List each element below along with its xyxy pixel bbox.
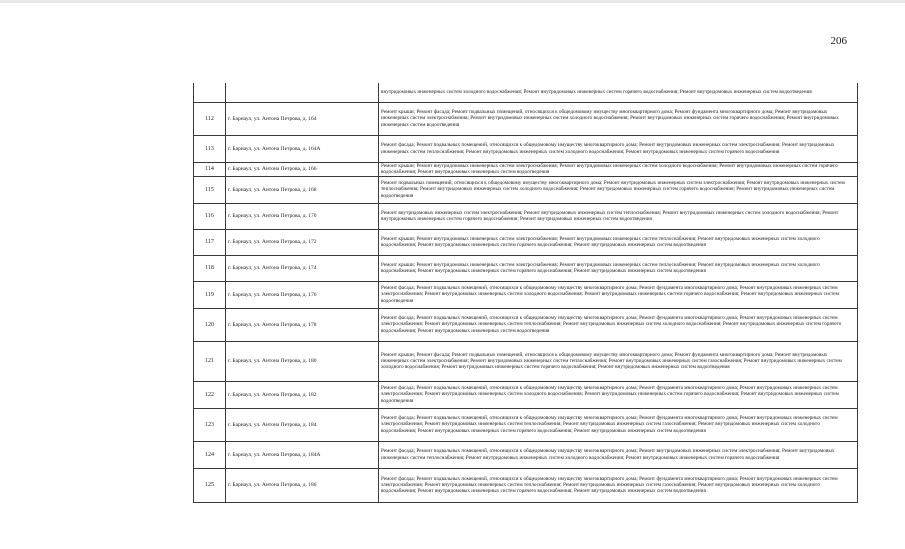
address-cell: г. Барнаул, ул. Антона Петрова, д. 170 xyxy=(226,203,379,229)
table-row xyxy=(194,408,858,441)
table-row xyxy=(194,381,858,408)
address-cell: г. Барнаул, ул. Антона Петрова, д. 164 xyxy=(226,102,379,135)
works-cell: Ремонт фасада; Ремонт подвальных помещений, относящихся к общедомовому имуществу многоквартирного дома; Ремонт фундамента многоквартирного дома; Ремонт внутридомовых инженерных систем электроснабжения; Ремонт внутридомовых инженерных систем теплоснабжения; Ремонт внутридомовых инженерных систем газоснабжения; Ремонт внутридомовых инженерных систем холодного водоснабжения; Ремонт внутридомовых инженерных систем горячего водоснабжения; Ремонт внутридомовых инженерных систем водоотведения xyxy=(379,408,858,441)
address-cell: г. Барнаул, ул. Антона Петрова, д. 174 xyxy=(226,255,379,281)
row-number-cell: 116 xyxy=(194,203,226,229)
page-number: 206 xyxy=(830,35,847,47)
works-cell: Ремонт крыши; Ремонт внутридомовых инженерных систем электроснабжения; Ремонт внутридомовых инженерных систем теплоснабжения; Ремонт внутридомовых инженерных систем холодного водоснабжения; Ремонт внутридомовых инженерных систем горячего водоснабжения; Ремонт внутридомовых инженерных систем водоотведения xyxy=(379,255,858,281)
row-number-cell: 121 xyxy=(194,341,226,381)
row-number-cell xyxy=(194,83,226,102)
works-cell: Ремонт фасада; Ремонт подвальных помещений, относящихся к общедомовому имуществу многоквартирного дома; Ремонт внутридомовых инженерных систем электроснабжения; Ремонт внутридомовых инженерных систем теплоснабжения; Ремонт внутридомовых инженерных систем холодного водоснабжения; Ремонт внутридомовых инженерных систем горячего водоснабжения xyxy=(379,441,858,468)
table-row xyxy=(194,308,858,341)
table-row xyxy=(194,441,858,468)
table-row xyxy=(194,341,858,381)
works-cell: Ремонт фасада; Ремонт подвальных помещений, относящихся к общедомовому имуществу многоквартирного дома; Ремонт фундамента многоквартирного дома; Ремонт внутридомовых инженерных систем электроснабжения; Ремонт внутридомовых инженерных систем теплоснабжения; Ремонт внутридомовых инженерных систем холодного водоснабжения; Ремонт внутридомовых инженерных систем горячего водоснабжения; Ремонт внутридомовых инженерных систем водоотведения xyxy=(379,308,858,341)
row-number-cell: 123 xyxy=(194,408,226,441)
address-cell: г. Барнаул, ул. Антона Петрова, д. 178 xyxy=(226,308,379,341)
table-row xyxy=(194,162,858,176)
row-number-cell: 117 xyxy=(194,229,226,255)
works-cell: Ремонт фасада; Ремонт подвальных помещений, относящихся к общедомовому имуществу многоквартирного дома; Ремонт внутридомовых инженерных систем электроснабжения; Ремонт внутридомовых инженерных систем теплоснабжения; Ремонт внутридомовых инженерных систем холодного водоснабжения; Ремонт внутридомовых инженерных систем горячего водоснабжения xyxy=(379,135,858,162)
works-cell: Ремонт крыши; Ремонт фасада; Ремонт подвальных помещений, относящихся к общедомовому имуществу многоквартирного дома; Ремонт фундамента многоквартирного дома; Ремонт внутридомовых инженерных систем электроснабжения; Ремонт внутридомовых инженерных систем теплоснабжения; Ремонт внутридомовых инженерных систем газоснабжения; Ремонт внутридомовых инженерных систем холодного водоснабжения; Ремонт внутридомовых инженерных систем горячего водоснабжения; Ремонт внутридомовых инженерных систем водоотведения xyxy=(379,341,858,381)
row-number-cell: 119 xyxy=(194,281,226,308)
address-cell xyxy=(226,83,379,102)
works-cell: Ремонт фасада; Ремонт подвальных помещений, относящихся к общедомовому имуществу многоквартирного дома; Ремонт фундамента многоквартирного дома; Ремонт внутридомовых инженерных систем электроснабжения; Ремонт внутридомовых инженерных систем холодного водоснабжения; Ремонт внутридомовых инженерных систем горячего водоснабжения; Ремонт внутридомовых инженерных систем водоотведения xyxy=(379,281,858,308)
works-cell: Ремонт крыши; Ремонт фасада; Ремонт подвальных помещений, относящихся к общедомовому имуществу многоквартирного дома; Ремонт фундамента многоквартирного дома; Ремонт внутридомовых инженерных систем электроснабжения; Ремонт внутридомовых инженерных систем холодного водоснабжения; Ремонт внутридомовых инженерных систем горячего водоснабжения; Ремонт внутридомовых инженерных систем водоотведения xyxy=(379,102,858,135)
address-cell: г. Барнаул, ул. Антона Петрова, д. 172 xyxy=(226,229,379,255)
row-number-cell: 113 xyxy=(194,135,226,162)
table-row xyxy=(194,255,858,281)
works-cell: Ремонт фасада; Ремонт подвальных помещений, относящихся к общедомовому имуществу многоквартирного дома; Ремонт фундамента многоквартирного дома; Ремонт внутридомовых инженерных систем электроснабжения; Ремонт внутридомовых инженерных систем теплоснабжения; Ремонт внутридомовых инженерных систем газоснабжения; Ремонт внутридомовых инженерных систем холодного водоснабжения; Ремонт внутридомовых инженерных систем горячего водоснабжения; Ремонт внутридомовых инженерных систем водоотведения xyxy=(379,468,858,502)
scan-edge xyxy=(0,0,905,3)
table-row xyxy=(194,203,858,229)
address-cell: г. Барнаул, ул. Антона Петрова, д. 180 xyxy=(226,341,379,381)
table-row xyxy=(194,281,858,308)
works-cell: Ремонт фасада; Ремонт подвальных помещений, относящихся к общедомовому имуществу многоквартирного дома; Ремонт фундамента многоквартирного дома; Ремонт внутридомовых инженерных систем электроснабжения; Ремонт внутридомовых инженерных систем холодного водоснабжения; Ремонт внутридомовых инженерных систем горячего водоснабжения; Ремонт внутридомовых инженерных систем водоотведения xyxy=(379,381,858,408)
works-cell: внутридомовых инженерных систем холодного водоснабжения; Ремонт внутридомовых инженерных систем горячего водоснабжения; Ремонт внутридомовых инженерных систем водоотведения xyxy=(379,83,858,102)
address-cell: г. Барнаул, ул. Антона Петрова, д. 182 xyxy=(226,381,379,408)
row-number-cell: 118 xyxy=(194,255,226,281)
row-number-cell: 125 xyxy=(194,468,226,502)
row-number-cell: 112 xyxy=(194,102,226,135)
row-number-cell: 122 xyxy=(194,381,226,408)
works-cell: Ремонт подвальных помещений, относящихся к общедомовому имуществу многоквартирного дома; Ремонт внутридомовых инженерных систем электроснабжения; Ремонт внутридомовых инженерных систем теплоснабжения; Ремонт внутридомовых инженерных систем холодного водоснабжения; Ремонт внутридомовых инженерных систем горячего водоснабжения; Ремонт внутридомовых инженерных систем водоотведения xyxy=(379,176,858,203)
table-row-continuation xyxy=(194,83,858,102)
table-row xyxy=(194,102,858,135)
repair-works-table xyxy=(193,83,858,503)
address-cell: г. Барнаул, ул. Антона Петрова, д. 184 xyxy=(226,408,379,441)
row-number-cell: 115 xyxy=(194,176,226,203)
address-cell: г. Барнаул, ул. Антона Петрова, д. 164А xyxy=(226,135,379,162)
table-row xyxy=(194,468,858,502)
works-cell: Ремонт крыши; Ремонт внутридомовых инженерных систем электроснабжения; Ремонт внутридомовых инженерных систем холодного водоснабжения; Ремонт внутридомовых инженерных систем горячего водоснабжения; Ремонт внутридомовых инженерных систем водоотведения xyxy=(379,162,858,176)
works-cell: Ремонт внутридомовых инженерных систем электроснабжения; Ремонт внутридомовых инженерных систем теплоснабжения; Ремонт внутридомовых инженерных систем холодного водоснабжения; Ремонт внутридомовых инженерных систем горячего водоснабжения; Ремонт внутридомовых инженерных систем водоотведения xyxy=(379,203,858,229)
row-number-cell: 120 xyxy=(194,308,226,341)
address-cell: г. Барнаул, ул. Антона Петрова, д. 168 xyxy=(226,176,379,203)
address-cell: г. Барнаул, ул. Антона Петрова, д. 184А xyxy=(226,441,379,468)
address-cell: г. Барнаул, ул. Антона Петрова, д. 166 xyxy=(226,162,379,176)
table-row xyxy=(194,176,858,203)
works-cell: Ремонт крыши; Ремонт внутридомовых инженерных систем электроснабжения; Ремонт внутридомовых инженерных систем теплоснабжения; Ремонт внутридомовых инженерных систем холодного водоснабжения; Ремонт внутридомовых инженерных систем горячего водоснабжения; Ремонт внутридомовых инженерных систем водоотведения xyxy=(379,229,858,255)
address-cell: г. Барнаул, ул. Антона Петрова, д. 176 xyxy=(226,281,379,308)
address-cell: г. Барнаул, ул. Антона Петрова, д. 186 xyxy=(226,468,379,502)
table-row xyxy=(194,135,858,162)
table-row xyxy=(194,229,858,255)
row-number-cell: 114 xyxy=(194,162,226,176)
row-number-cell: 124 xyxy=(194,441,226,468)
